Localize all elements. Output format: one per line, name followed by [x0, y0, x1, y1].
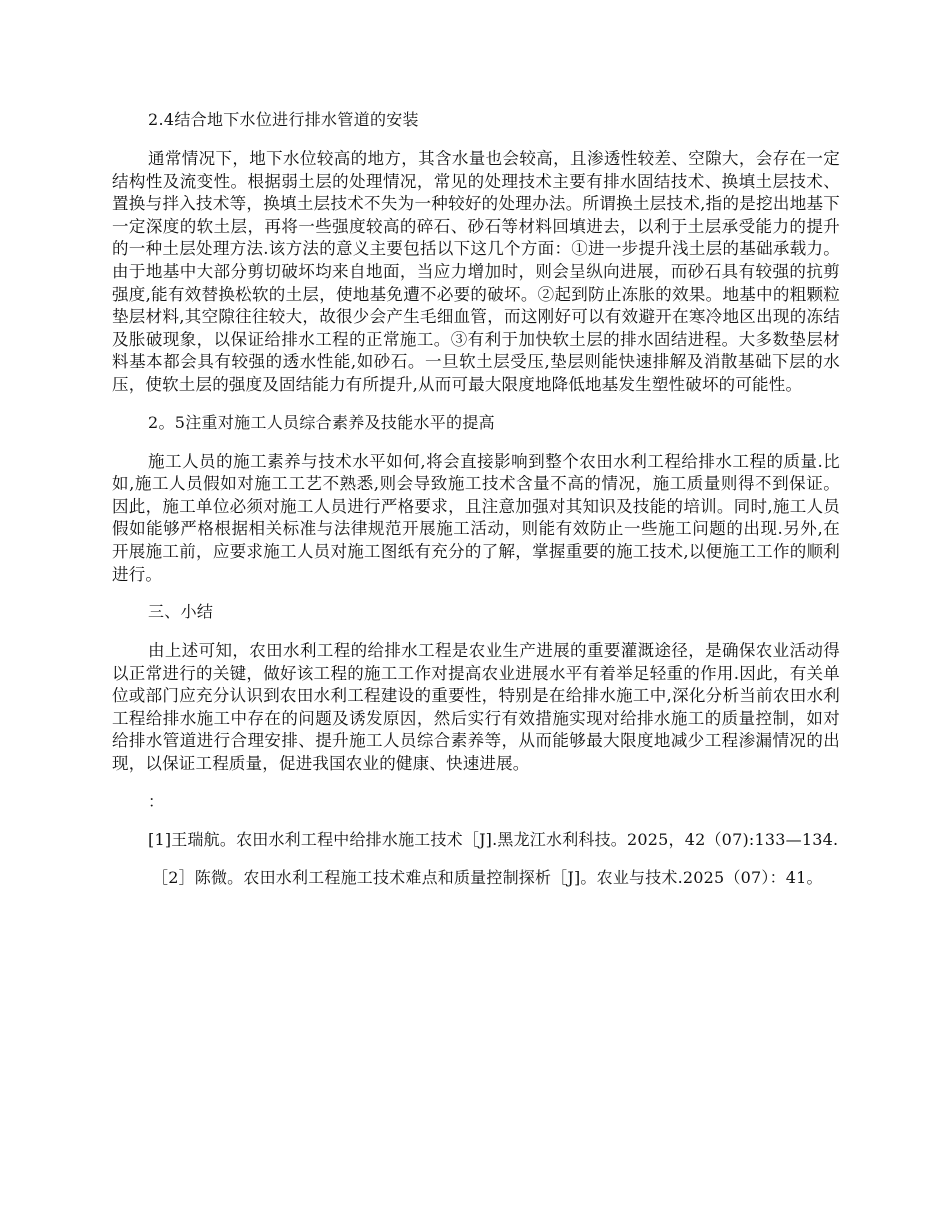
section-2-5-paragraph: 施工人员的施工素养与技术水平如何,将会直接影响到整个农田水利工程给排水工程的质量.比如,施工人员假如对施工工艺不熟悉,则会导致施工技术含量不高的情况，施工质量则得不到保证。因此，施工单位必须对施工人员进行严格要求，且注意加强对其知识及技能的培训。同时,施工人员假如能够严格根据相关标准与法律规范开展施工活动，则能有效防止一些施工问题的出现.另外,在开展施工前，应要求施工人员对施工图纸有充分的了解，掌握重要的施工技术,以便施工工作的顺利进行。 — [112, 451, 840, 584]
document-page — [112, 108, 840, 904]
reference-item-1: [1]王瑞航。农田水利工程中给排水施工技术［J].黑龙江水利科技。2025，42（07):133—134. — [148, 829, 839, 849]
section-2-4-paragraph: 通常情况下，地下水位较高的地方，其含水量也会较高，且渗透性较差、空隙大，会存在一定结构性及流变性。根据弱土层的处理情况，常见的处理技术主要有排水固结技术、换填土层技术、置换与拌入技术等，换填土层技术不失为一种较好的处理办法。所谓换土层技术,指的是挖出地基下一定深度的软土层，再将一些强度较高的碎石、砂石等材料回填进去，以利于土层承受能力的提升的一种土层处理方法.该方法的意义主要包括以下这几个方面：①进一步提升浅土层的基础承载力。由于地基中大部分剪切破坏均来自地面，当应力增加时，则会呈纵向进展，而砂石具有较强的抗剪强度,能有效替换松软的土层，使地基免遭不必要的破坏。②起到防止冻胀的效果。地基中的粗颗粒垫层材料,其空隙往往较大，故很少会产生毛细血管，而这刚好可以有效避开在寒冷地区出现的冻结及胀破现象，以保证给排水工程的正常施工。③有利于加快软土层的排水固结进程。大多数垫层材料基本都会具有较强的透水性能,如砂石。一旦软土层受压,垫层则能快速排解及消散基础下层的水压，使软土层的强度及固结能力有所提升,从而可最大限度地降低地基发生塑性破坏的可能性。 — [112, 149, 840, 394]
section-2-5-heading: 2。5注重对施工人员综合素养及技能水平的提高 — [148, 412, 495, 432]
references-marker: ： — [148, 791, 165, 811]
section-2-4-heading: 2.4结合地下水位进行排水管道的安装 — [148, 110, 419, 129]
reference-item-2: ［2］陈微。农田水利工程施工技术难点和质量控制探析［J]。农业与技术.2025（07）：41。 — [152, 867, 823, 887]
section-3-heading: 三、小结 — [148, 602, 214, 622]
section-3-paragraph: 由上述可知，农田水利工程的给排水工程是农业生产进展的重要灌溉途径，是确保农业活动得以正常进行的关键，做好该工程的施工工作对提高农业进展水平有着举足轻重的作用.因此，有关单位或部门应充分认识到农田水利工程建设的重要性，特别是在给排水施工中,深化分析当前农田水利工程给排水施工中存在的问题及诱发原因，然后实行有效措施实现对给排水施工的质量控制，如对给排水管道进行合理安排、提升施工人员综合素养等，从而能够最大限度地减少工程渗漏情况的出现，以保证工程质量，促进我国农业的健康、快速进展。 — [112, 641, 840, 774]
